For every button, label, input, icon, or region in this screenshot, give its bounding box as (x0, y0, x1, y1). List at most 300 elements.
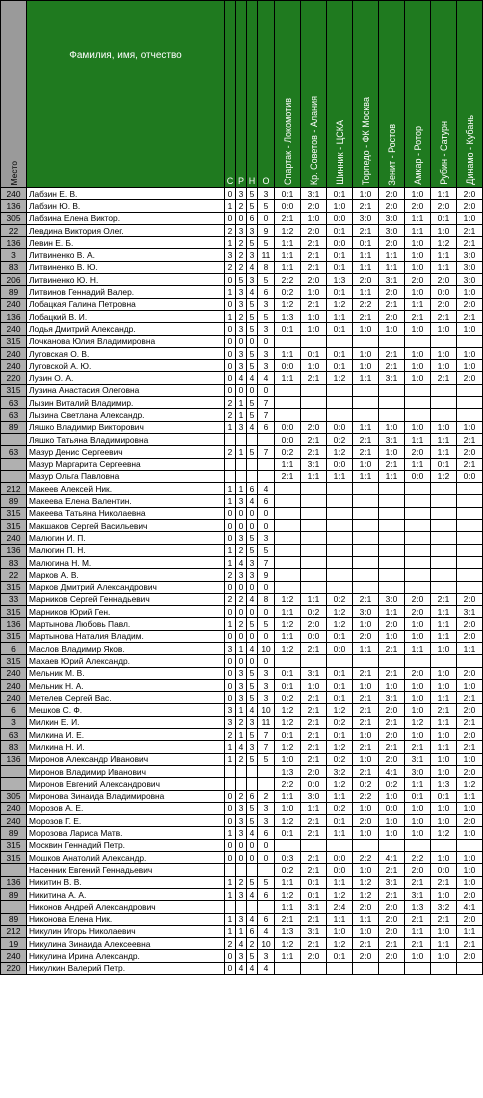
n-cell: 0 (247, 852, 258, 864)
name-cell: Никулкин Валерий Петр. (27, 962, 225, 974)
n-cell: 4 (247, 261, 258, 273)
score-cell: 1:1 (275, 372, 301, 384)
score-cell: 2:0 (457, 188, 483, 200)
score-cell: 2:0 (379, 950, 405, 962)
r-cell: 3 (236, 495, 247, 507)
n-cell: 5 (247, 692, 258, 704)
score-cell: 2:0 (457, 950, 483, 962)
o-cell: 3 (258, 532, 275, 544)
score-cell: 0:2 (379, 778, 405, 790)
score-cell (379, 520, 405, 532)
o-cell: 3 (258, 347, 275, 359)
o-cell (258, 458, 275, 470)
place-cell: 89 (1, 888, 27, 900)
score-cell (353, 495, 379, 507)
o-cell: 7 (258, 446, 275, 458)
score-cell: 1:3 (405, 901, 431, 913)
score-cell (353, 520, 379, 532)
score-cell: 3:2 (431, 901, 457, 913)
score-cell: 1:0 (405, 261, 431, 273)
header-match-5: Зенит - Ростов (379, 1, 405, 188)
place-cell: 240 (1, 347, 27, 359)
place-cell: 136 (1, 876, 27, 888)
score-cell: 1:2 (327, 372, 353, 384)
name-cell: Мельник Н. А. (27, 679, 225, 691)
o-cell: 7 (258, 729, 275, 741)
o-cell: 8 (258, 261, 275, 273)
score-cell: 1:0 (405, 249, 431, 261)
place-cell: 83 (1, 741, 27, 753)
score-cell: 1:2 (457, 778, 483, 790)
n-cell: 5 (247, 237, 258, 249)
place-cell: 240 (1, 188, 27, 200)
score-cell: 1:1 (353, 470, 379, 482)
n-cell: 3 (247, 249, 258, 261)
r-cell: 2 (236, 544, 247, 556)
o-cell: 0 (258, 655, 275, 667)
n-cell (247, 765, 258, 777)
score-cell: 1:0 (379, 827, 405, 839)
table-row (1, 618, 483, 630)
r-cell: 0 (236, 384, 247, 396)
score-cell: 1:0 (431, 667, 457, 679)
r-cell (236, 433, 247, 445)
score-cell: 1:1 (431, 938, 457, 950)
score-cell: 1:1 (405, 642, 431, 654)
o-cell: 11 (258, 249, 275, 261)
table-row (1, 224, 483, 236)
r-cell: 3 (236, 679, 247, 691)
score-cell: 0:0 (275, 433, 301, 445)
n-cell: 0 (247, 520, 258, 532)
score-cell: 0:1 (405, 790, 431, 802)
score-cell (457, 409, 483, 421)
score-cell (353, 483, 379, 495)
score-cell: 1:0 (405, 618, 431, 630)
name-cell: Никитин В. В. (27, 876, 225, 888)
score-cell: 2:0 (457, 372, 483, 384)
score-cell: 3:1 (301, 901, 327, 913)
name-cell: Лочканова Юлия Владимировна (27, 335, 225, 347)
o-cell: 3 (258, 188, 275, 200)
score-cell: 1:0 (379, 421, 405, 433)
name-cell: Лабзин Е. В. (27, 188, 225, 200)
score-cell: 1:2 (327, 618, 353, 630)
score-cell (301, 544, 327, 556)
score-cell: 1:0 (353, 802, 379, 814)
c-cell (225, 470, 236, 482)
n-cell: 0 (247, 655, 258, 667)
score-cell: 1:0 (457, 212, 483, 224)
score-cell: 2:1 (431, 593, 457, 605)
n-cell: 5 (247, 950, 258, 962)
score-cell: 1:0 (301, 286, 327, 298)
place-cell: 136 (1, 310, 27, 322)
score-cell: 1:1 (405, 778, 431, 790)
r-cell: 0 (236, 852, 247, 864)
c-cell: 0 (225, 372, 236, 384)
score-cell: 2:0 (405, 274, 431, 286)
score-cell: 1:1 (327, 827, 353, 839)
score-cell: 0:2 (275, 692, 301, 704)
score-cell: 3:1 (301, 188, 327, 200)
score-cell: 0:1 (327, 679, 353, 691)
score-cell: 1:3 (275, 765, 301, 777)
score-cell (353, 409, 379, 421)
score-cell: 2:1 (353, 716, 379, 728)
r-cell: 2 (236, 249, 247, 261)
score-cell (353, 384, 379, 396)
name-cell: Мельник М. В. (27, 667, 225, 679)
score-cell (301, 397, 327, 409)
score-cell (353, 532, 379, 544)
r-cell: 0 (236, 335, 247, 347)
c-cell: 3 (225, 249, 236, 261)
score-cell (431, 962, 457, 974)
score-cell: 1:2 (275, 888, 301, 900)
score-cell: 1:1 (379, 261, 405, 273)
score-cell: 0:1 (327, 950, 353, 962)
c-cell (225, 433, 236, 445)
score-cell: 0:1 (327, 360, 353, 372)
table-row (1, 483, 483, 495)
place-cell: 63 (1, 397, 27, 409)
place-cell: 136 (1, 544, 27, 556)
score-cell: 1:0 (457, 864, 483, 876)
table-row (1, 704, 483, 716)
place-cell: 315 (1, 630, 27, 642)
place-cell: 240 (1, 667, 27, 679)
place-cell: 89 (1, 495, 27, 507)
score-cell (405, 384, 431, 396)
score-cell: 1:2 (327, 606, 353, 618)
score-cell: 2:1 (301, 864, 327, 876)
c-cell: 0 (225, 298, 236, 310)
score-cell: 2:0 (301, 950, 327, 962)
r-cell: 0 (236, 581, 247, 593)
score-cell: 0:1 (275, 827, 301, 839)
place-cell: 83 (1, 261, 27, 273)
score-cell: 2:0 (301, 274, 327, 286)
name-cell: Левин Е. Б. (27, 237, 225, 249)
score-cell: 2:0 (379, 618, 405, 630)
n-cell: 5 (247, 815, 258, 827)
score-cell: 2:0 (457, 298, 483, 310)
score-cell (457, 839, 483, 851)
c-cell: 1 (225, 310, 236, 322)
r-cell: 0 (236, 520, 247, 532)
place-cell: 22 (1, 224, 27, 236)
table-row (1, 667, 483, 679)
name-cell: Морозов Г. Е. (27, 815, 225, 827)
score-cell: 1:0 (431, 347, 457, 359)
table-row (1, 372, 483, 384)
table-row (1, 679, 483, 691)
c-cell: 1 (225, 237, 236, 249)
score-cell (301, 556, 327, 568)
n-cell: 4 (247, 372, 258, 384)
table-row (1, 200, 483, 212)
score-cell: 0:1 (327, 261, 353, 273)
header-match-2: Кр. Советов - Алания (301, 1, 327, 188)
score-cell: 2:1 (379, 864, 405, 876)
score-cell: 1:1 (431, 446, 457, 458)
n-cell: 3 (247, 716, 258, 728)
place-cell: 3 (1, 716, 27, 728)
score-cell: 1:1 (275, 458, 301, 470)
r-cell: 3 (236, 667, 247, 679)
score-cell: 1:1 (405, 298, 431, 310)
score-cell: 1:2 (275, 224, 301, 236)
score-cell: 2:0 (457, 667, 483, 679)
score-cell: 0:0 (275, 200, 301, 212)
r-cell: 1 (236, 397, 247, 409)
score-cell: 0:2 (327, 716, 353, 728)
score-cell: 2:1 (457, 237, 483, 249)
score-cell (327, 581, 353, 593)
o-cell (258, 778, 275, 790)
r-cell (236, 864, 247, 876)
score-cell: 1:2 (327, 446, 353, 458)
r-cell: 2 (236, 790, 247, 802)
score-cell (327, 532, 353, 544)
n-cell: 3 (247, 556, 258, 568)
n-cell: 4 (247, 593, 258, 605)
score-cell: 1:0 (457, 876, 483, 888)
o-cell: 3 (258, 679, 275, 691)
score-cell: 1:0 (457, 347, 483, 359)
place-cell: 89 (1, 286, 27, 298)
score-cell: 1:1 (275, 901, 301, 913)
o-cell: 3 (258, 360, 275, 372)
table-row (1, 397, 483, 409)
score-cell: 2:1 (301, 716, 327, 728)
score-cell: 2:0 (379, 753, 405, 765)
n-cell: 4 (247, 913, 258, 925)
score-cell: 0:2 (327, 593, 353, 605)
score-cell (431, 483, 457, 495)
score-cell: 3:0 (457, 249, 483, 261)
score-cell: 2:1 (301, 433, 327, 445)
header-match-3: Шинник - ЦСКА (327, 1, 353, 188)
n-cell: 5 (247, 310, 258, 322)
score-cell: 0:1 (327, 667, 353, 679)
score-cell: 2:1 (379, 642, 405, 654)
header-match-6: Амкар - Ротор (405, 1, 431, 188)
score-cell: 0:0 (327, 237, 353, 249)
score-cell: 2:2 (275, 778, 301, 790)
c-cell: 0 (225, 532, 236, 544)
r-cell: 3 (236, 827, 247, 839)
score-cell: 2:1 (301, 298, 327, 310)
o-cell: 4 (258, 925, 275, 937)
score-cell: 2:0 (457, 630, 483, 642)
place-cell: 240 (1, 802, 27, 814)
score-cell: 2:1 (405, 741, 431, 753)
score-cell (379, 581, 405, 593)
place-cell: 240 (1, 692, 27, 704)
name-cell: Литвиненко Ю. Н. (27, 274, 225, 286)
o-cell: 7 (258, 397, 275, 409)
score-cell: 3:1 (301, 667, 327, 679)
score-cell: 2:1 (457, 741, 483, 753)
score-cell (353, 581, 379, 593)
score-cell: 1:1 (405, 224, 431, 236)
n-cell: 4 (247, 888, 258, 900)
score-cell (301, 409, 327, 421)
r-cell: 2 (236, 261, 247, 273)
score-cell (457, 335, 483, 347)
score-cell (353, 544, 379, 556)
name-cell: Милкина И. Е. (27, 729, 225, 741)
score-cell (327, 962, 353, 974)
score-cell: 2:1 (379, 716, 405, 728)
score-cell (405, 962, 431, 974)
name-cell: Москвин Геннадий Петр. (27, 839, 225, 851)
score-cell: 1:3 (275, 310, 301, 322)
score-cell: 2:1 (301, 815, 327, 827)
score-cell: 2:1 (301, 938, 327, 950)
score-cell: 3:0 (379, 593, 405, 605)
score-cell: 0:2 (275, 864, 301, 876)
o-cell: 6 (258, 888, 275, 900)
r-cell: 3 (236, 188, 247, 200)
score-cell: 2:2 (353, 298, 379, 310)
score-cell: 0:0 (379, 802, 405, 814)
o-cell: 6 (258, 827, 275, 839)
score-cell (275, 581, 301, 593)
r-cell: 2 (236, 237, 247, 249)
r-cell (236, 458, 247, 470)
score-cell: 1:0 (431, 888, 457, 900)
n-cell: 3 (247, 741, 258, 753)
place-cell: 33 (1, 593, 27, 605)
n-cell (247, 901, 258, 913)
score-cell: 1:0 (431, 729, 457, 741)
score-cell: 1:1 (327, 310, 353, 322)
score-cell: 2:1 (275, 212, 301, 224)
score-cell: 2:1 (405, 310, 431, 322)
n-cell: 5 (247, 532, 258, 544)
header-name: Фамилия, имя, отчество (27, 1, 225, 188)
c-cell: 0 (225, 950, 236, 962)
name-cell: Мешков С. Ф. (27, 704, 225, 716)
place-cell: 3 (1, 249, 27, 261)
o-cell: 10 (258, 938, 275, 950)
score-cell: 2:1 (353, 310, 379, 322)
score-cell: 1:1 (275, 249, 301, 261)
place-cell: 305 (1, 212, 27, 224)
score-cell: 1:0 (405, 815, 431, 827)
place-cell: 89 (1, 421, 27, 433)
score-cell: 2:1 (301, 692, 327, 704)
score-cell: 2:1 (431, 310, 457, 322)
n-cell: 4 (247, 495, 258, 507)
r-cell: 3 (236, 347, 247, 359)
place-cell: 240 (1, 950, 27, 962)
score-cell: 2:0 (379, 925, 405, 937)
score-cell: 2:0 (379, 704, 405, 716)
score-cell: 2:0 (405, 593, 431, 605)
place-cell (1, 458, 27, 470)
score-cell: 1:0 (431, 815, 457, 827)
name-cell: Лобацкая Галина Петровна (27, 298, 225, 310)
score-cell (301, 581, 327, 593)
n-cell (247, 433, 258, 445)
c-cell: 1 (225, 544, 236, 556)
r-cell: 3 (236, 913, 247, 925)
table-row (1, 520, 483, 532)
place-cell: 63 (1, 409, 27, 421)
r-cell: 4 (236, 938, 247, 950)
score-cell: 1:0 (405, 237, 431, 249)
n-cell: 6 (247, 925, 258, 937)
score-cell: 0:1 (327, 815, 353, 827)
table-row (1, 790, 483, 802)
score-cell: 0:0 (327, 852, 353, 864)
score-cell: 1:1 (431, 692, 457, 704)
score-cell: 3:1 (379, 876, 405, 888)
score-cell: 1:2 (275, 642, 301, 654)
c-cell: 2 (225, 729, 236, 741)
name-cell: Милкина Н. И. (27, 741, 225, 753)
name-cell: Метелев Сергей Вас. (27, 692, 225, 704)
score-cell: 1:0 (405, 323, 431, 335)
score-cell: 2:0 (405, 667, 431, 679)
place-cell: 315 (1, 852, 27, 864)
score-cell: 0:0 (301, 778, 327, 790)
c-cell: 1 (225, 421, 236, 433)
score-cell: 0:1 (275, 667, 301, 679)
score-cell: 3:0 (353, 212, 379, 224)
c-cell: 0 (225, 630, 236, 642)
score-cell: 2:1 (301, 753, 327, 765)
name-cell: Макеева Татьяна Николаевна (27, 507, 225, 519)
r-cell: 2 (236, 310, 247, 322)
score-cell (353, 507, 379, 519)
score-cell: 3:1 (379, 372, 405, 384)
o-cell: 5 (258, 310, 275, 322)
o-cell (258, 470, 275, 482)
score-cell: 0:0 (431, 286, 457, 298)
r-cell: 3 (236, 888, 247, 900)
score-cell (301, 532, 327, 544)
score-cell: 1:0 (379, 323, 405, 335)
o-cell: 4 (258, 483, 275, 495)
r-cell: 3 (236, 815, 247, 827)
header-row (1, 1, 483, 188)
score-cell: 2:1 (353, 692, 379, 704)
n-cell: 5 (247, 200, 258, 212)
header-c: С (225, 1, 236, 188)
n-cell (247, 778, 258, 790)
score-cell: 1:0 (379, 679, 405, 691)
score-cell (405, 581, 431, 593)
score-cell: 2:1 (379, 298, 405, 310)
score-cell (275, 409, 301, 421)
score-cell: 1:1 (379, 470, 405, 482)
score-cell (405, 532, 431, 544)
r-cell: 4 (236, 741, 247, 753)
place-cell: 136 (1, 237, 27, 249)
score-cell: 1:1 (327, 790, 353, 802)
score-cell: 1:1 (275, 950, 301, 962)
score-cell (405, 483, 431, 495)
o-cell: 0 (258, 581, 275, 593)
place-cell: 22 (1, 569, 27, 581)
score-cell: 1:0 (353, 360, 379, 372)
header-place: Место (1, 1, 27, 188)
